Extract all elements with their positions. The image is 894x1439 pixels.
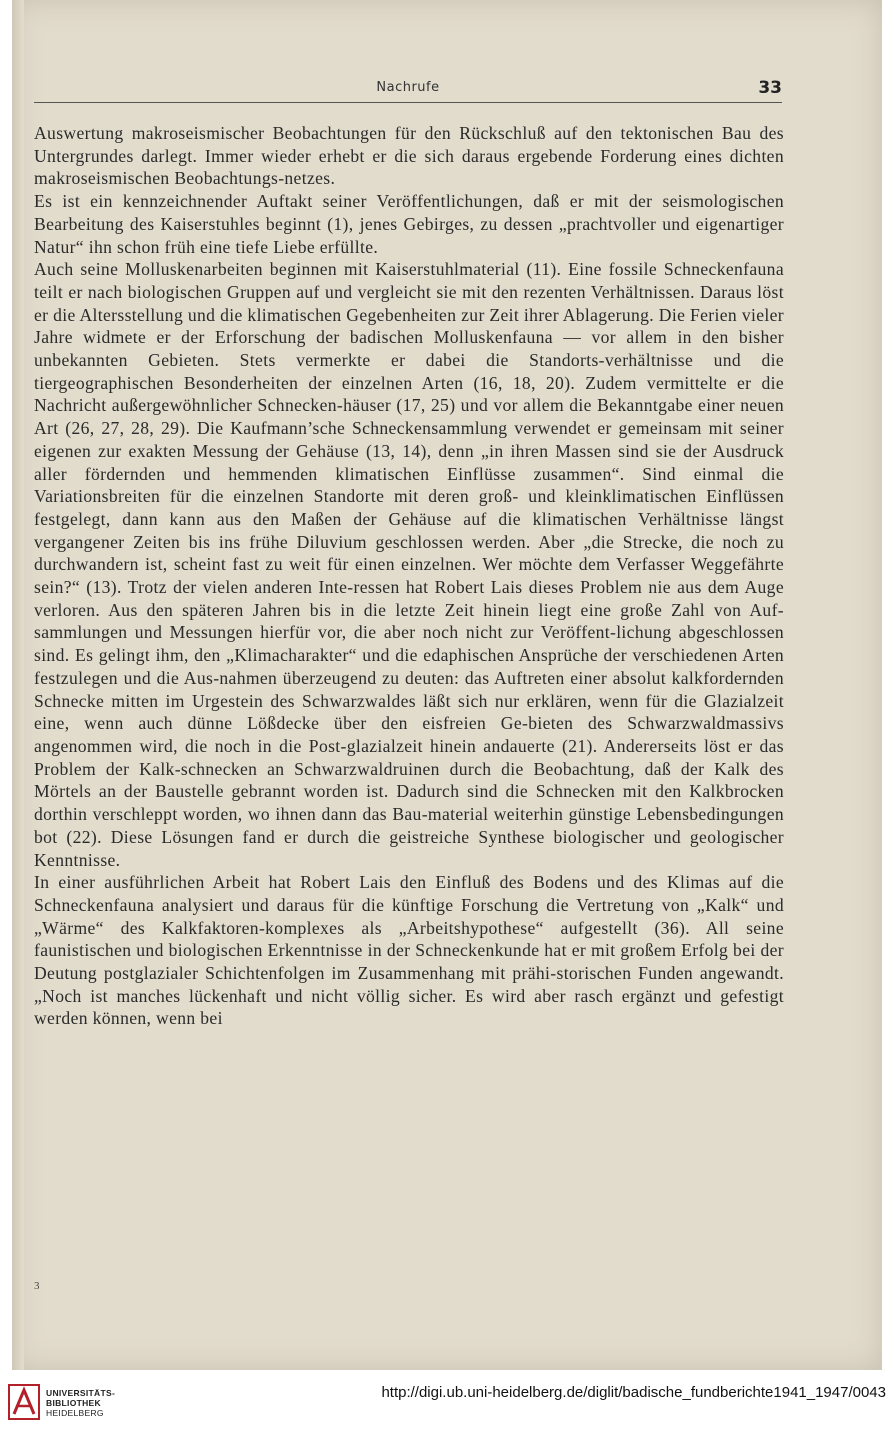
library-name-line-3: HEIDELBERG bbox=[46, 1408, 104, 1418]
library-name-line-1: UNIVERSITÄTS- bbox=[46, 1388, 116, 1398]
viewer-footer bbox=[0, 1370, 894, 1439]
page-number: 33 bbox=[758, 78, 782, 98]
page-header bbox=[34, 78, 782, 103]
permalink-url[interactable]: http://digi.ub.uni-heidelberg.de/diglit/badische_fundberichte1941_1947/0043 bbox=[381, 1384, 886, 1401]
body-text bbox=[34, 122, 784, 1030]
running-title: Nachrufe bbox=[376, 80, 440, 95]
paragraph-3: Auch seine Molluskenarbeiten beginnen mit Kaiserstuhlmaterial (11). Eine fossile Schneckenfauna teilt er nach biologischen Gruppen auf und vergleicht sie mit den rezenten Verhältnissen. Daraus löst er die Altersstellung und die klimatischen Gegebenheiten zur Zeit ihrer Ablagerung. Die Ferien vieler Jahre widmete er der Erforschung der badischen Molluskenfauna — vor allem in den bisher unbekannten Gebieten. Stets vermerkte er dabei die Standorts-verhältnisse und die tiergeographischen Besonderheiten der einzelnen Arten (16, 18, 20). Zudem vermittelte er die Nachricht außergewöhnlicher Schnecken-häuser (17, 25) und vor allem die Bekanntgabe einer neuen Art (26, 27, 28, 29). Die Kaufmann’sche Schneckensammlung verwendet er gemeinsam mit seiner eigenen zur exakten Messung der Gehäuse (13, 14), denn „in ihren Massen sind sie der Ausdruck aller fördernden und hemmenden klimatischen Einflüsse zusammen“. Sind einmal die Variationsbreiten für die einzelnen Standorte mit deren groß- und kleinklimatischen Einflüssen festgelegt, dann kann aus den Maßen der Gehäuse auf die klimatischen Verhältnisse längst vergangener Zeiten bis ins frühe Diluvium geschlossen werden. Aber „die Strecke, die noch zu durchwandern ist, scheint fast zu weit für einen einzelnen. Wer möchte dem Verfasser Weggefährte sein?“ (13). Trotz der vielen anderen Inte-ressen hat Robert Lais dieses Problem nie aus dem Auge verloren. Aus den späteren Jahren bis in die letzte Zeit hinein liegt eine große Zahl von Auf-sammlungen und Messungen hierfür vor, die aber noch nicht zur Veröffent-lichung abgeschlossen sind. Es gelingt ihm, den „Klimacharakter“ und die edaphischen Ansprüche der verschiedenen Arten festzulegen und die Aus-nahmen überzeugend zu deuten: das Auftreten einer absolut kalkfordernden Schnecke mitten im Urgestein des Schwarzwaldes läßt sich nur erklären, wenn für die Glazialzeit eine, wenn auch dünne Lößdecke über den eisfreien Ge-bieten des Schwarzwaldmassivs angenommen wird, die noch in die Post-glazialzeit hinein andauerte (21). Andererseits löst er das Problem der Kalk-schnecken an Schwarzwaldruinen durch die Beobachtung, daß der Kalk des Mörtels an der Baustelle gebrannt worden ist. Dadurch sind die Schnecken mit den Kalkbrocken dorthin verschleppt worden, wo ihnen dann das Bau-material weiterhin günstige Lebensbedingungen bot (22). Diese Lösungen fand er durch die geistreiche Synthese biologischer und geologischer Kenntnisse. bbox=[34, 259, 784, 870]
library-name bbox=[46, 1388, 115, 1418]
page-binding-shadow bbox=[12, 0, 24, 1370]
signature-mark: 3 bbox=[34, 1280, 40, 1292]
paragraph-2: Es ist ein kennzeichnender Auftakt seiner Veröffentlichungen, daß er mit der seismologischen Bearbeitung des Kaiserstuhles beginnt (1), jenes Gebirges, zu dessen „prachtvoller und eigenartiger Natur“ ihn schon früh eine tiefe Liebe erfüllte. bbox=[34, 191, 784, 257]
university-library-logo-icon bbox=[8, 1384, 40, 1420]
scanned-page bbox=[12, 0, 882, 1370]
paragraph-4: In einer ausführlichen Arbeit hat Robert Lais den Einfluß des Bodens und des Klimas auf die Schneckenfauna analysiert und daraus für die künftige Forschung die Vertretung von „Kalk“ und „Wärme“ des Kalkfaktoren-komplexes als „Arbeitshypothese“ aufgestellt (36). All seine faunistischen und biologischen Erkenntnisse in der Schneckenkunde hat er mit großem Erfolg bei der Deutung postglazialer Schichtenfolgen im Zusammenhang mit prähi-storischen Funden angewandt. „Noch ist manches lückenhaft und nicht völlig sicher. Es wird aber rasch ergänzt und gefestigt werden können, wenn bei bbox=[34, 872, 784, 1029]
library-name-line-2: BIBLIOTHEK bbox=[46, 1398, 101, 1408]
paragraph-1: Auswertung makroseismischer Beobachtungen für den Rückschluß auf den tektonischen Bau des Untergrundes darlegt. Immer wieder erhebt er die sich daraus ergebende Forderung eines dichten makroseismischen Beobachtungs-netzes. bbox=[34, 123, 784, 189]
